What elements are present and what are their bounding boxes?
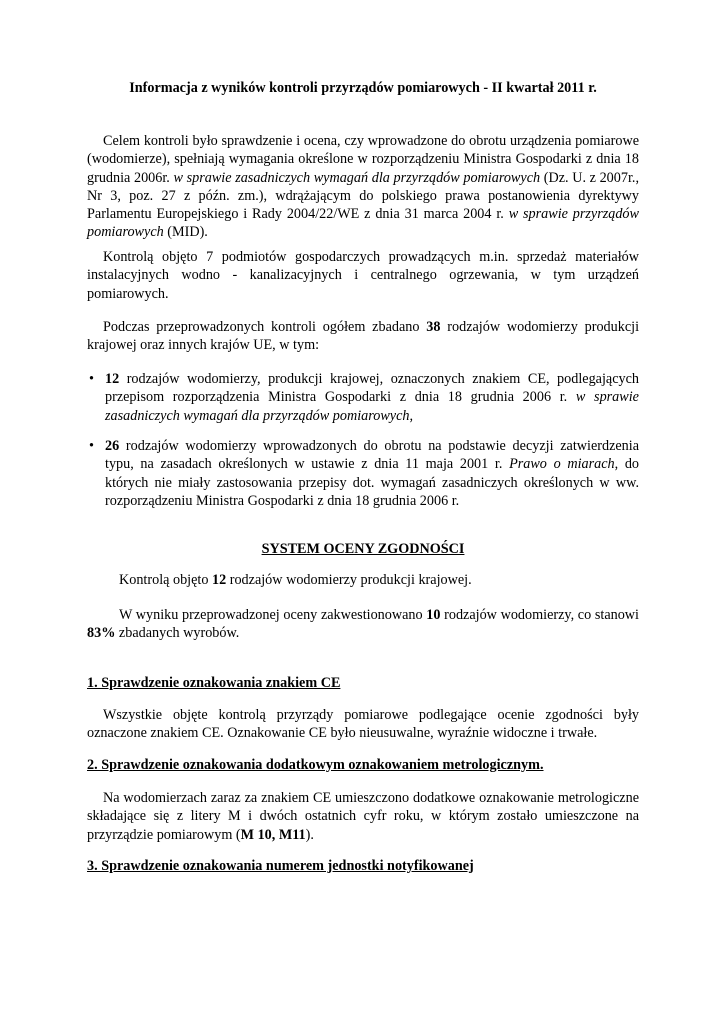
intro-p1-text-a: Celem kontroli było sprawdzenie i ocena, czy wprowadzone do obrotu urządzenia pomiarowe (wodomierze), spełniają wymagania określone w rozporządzeniu Ministra Gospodarki z dnia 18 grudnia 2006r.: [87, 133, 639, 186]
section-3-heading: 3. Sprawdzenie oznakowania numerem jednostki notyfikowanej: [87, 858, 474, 874]
section-2-heading: 2. Sprawdzenie oznakowania dodatkowym oznakowaniem metrologicznym.: [87, 757, 544, 773]
bullet-2-italic: Prawo o miarach: [509, 456, 615, 473]
section-1-paragraph: Wszystkie objęte kontrolą przyrządy pomiarowe podlegające ocenie zgodności były oznaczone znakiem CE. Oznakowanie CE było nieusuwalne, wyraźnie widoczne i trwałe.: [87, 707, 639, 742]
bullet-2-text-c: , do których nie miały zastosowania przepisy dot. wymagań zasadniczych określonych w ww. rozporządzeniu Ministra Gospodarki z dnia 18 grudnia 2006 r.: [105, 456, 640, 509]
system-s2-text-c: rodzajów wodomierzy, co stanowi: [440, 607, 639, 623]
intro-p1-text-c: (Dz. U. z 2007r., Nr 3, poz. 27 z późn. zm.), wdrążającym do polskiego prawa postanowienia dyrektywy Parlamentu Europejskiego i Rady 2004/22/WE z dnia 31 marca 2004 r.: [87, 169, 639, 223]
system-s2-text-e: zbadanych wyrobów.: [115, 625, 240, 642]
section-2-marking: M 10, M11: [240, 826, 306, 843]
bullet-1-text-a: rodzajów wodomierzy, produkcji krajowej, oznaczonych znakiem CE, podlegających przepisom rozporządzenia Ministra Gospodarki z dnia 18 grudnia 2006 r.: [105, 371, 639, 406]
bullet-2-count: 26: [105, 438, 120, 454]
intro-p1-italic-b: w sprawie zasadniczych wymagań dla przyrządów pomiarowych: [173, 169, 541, 186]
bullet-2-text: [105, 437, 639, 510]
bullet-item-2: [87, 437, 639, 510]
intro-paragraph-1: [87, 132, 639, 242]
system-paragraph-2: [87, 606, 639, 643]
intro-paragraph-2: Kontrolą objęto 7 podmiotów gospodarczych prowadzących m.in. sprzedaż materiałów instalacyjnych wodno - kanalizacyjnych i centralnego ogrzewania, w tym urządzeń pomiarowych.: [87, 249, 639, 302]
intro-paragraph-3: [87, 318, 639, 355]
bullet-1-italic: w sprawie zasadniczych wymagań dla przyrządów pomiarowych,: [105, 389, 639, 424]
intro-p3-count: 38: [426, 319, 441, 335]
system-s1-text-c: rodzajów wodomierzy produkcji krajowej.: [226, 572, 472, 588]
bullet-1-text: [105, 370, 639, 425]
bullet-1-count: 12: [105, 371, 120, 387]
bullet-dot: •: [89, 438, 94, 454]
system-paragraph-1: [87, 571, 639, 589]
system-s1-count: 12: [212, 572, 227, 588]
system-s1-text-a: Kontrolą objęto: [119, 572, 212, 588]
document-title: Informacja z wyników kontroli przyrządów pomiarowych - II kwartał 2011 r.: [129, 80, 597, 96]
intro-p3-text-c: rodzajów wodomierzy produkcji krajowej oraz innych krajów UE, w tym:: [87, 319, 640, 354]
system-s2-percent: 83%: [87, 625, 116, 642]
intro-p1-italic-d: w sprawie przyrządów pomiarowych: [87, 206, 639, 241]
section-2-text-a: Na wodomierzach zaraz za znakiem CE umieszczono dodatkowe oznakowanie metrologiczne składające się z litery M i dwóch ostatnich cyfr roku, w którym zostało umieszczone na przyrządzie pomiarowym (: [87, 790, 639, 843]
section-2-paragraph: [87, 789, 639, 844]
section-2-text-c: ).: [305, 826, 314, 843]
system-s2-text-a: W wyniku przeprowadzonej oceny zakwestionowano: [119, 607, 427, 623]
intro-p3-text-a: Podczas przeprowadzonych kontroli ogółem zbadano: [103, 319, 427, 335]
bullet-2-text-a: rodzajów wodomierzy wprowadzonych do obrotu na podstawie decyzji zatwierdzenia typu, na zasadach określonych w ustawie z dnia 11 maja 2001 r.: [105, 438, 639, 473]
section-1-heading: 1. Sprawdzenie oznakowania znakiem CE: [87, 675, 341, 691]
system-heading: SYSTEM OCENY ZGODNOŚCI: [261, 541, 465, 557]
system-s2-count: 10: [426, 607, 441, 623]
bullet-dot: •: [89, 371, 94, 387]
bullet-item-1: [87, 370, 639, 425]
intro-p1-text-e: (MID).: [163, 224, 208, 241]
